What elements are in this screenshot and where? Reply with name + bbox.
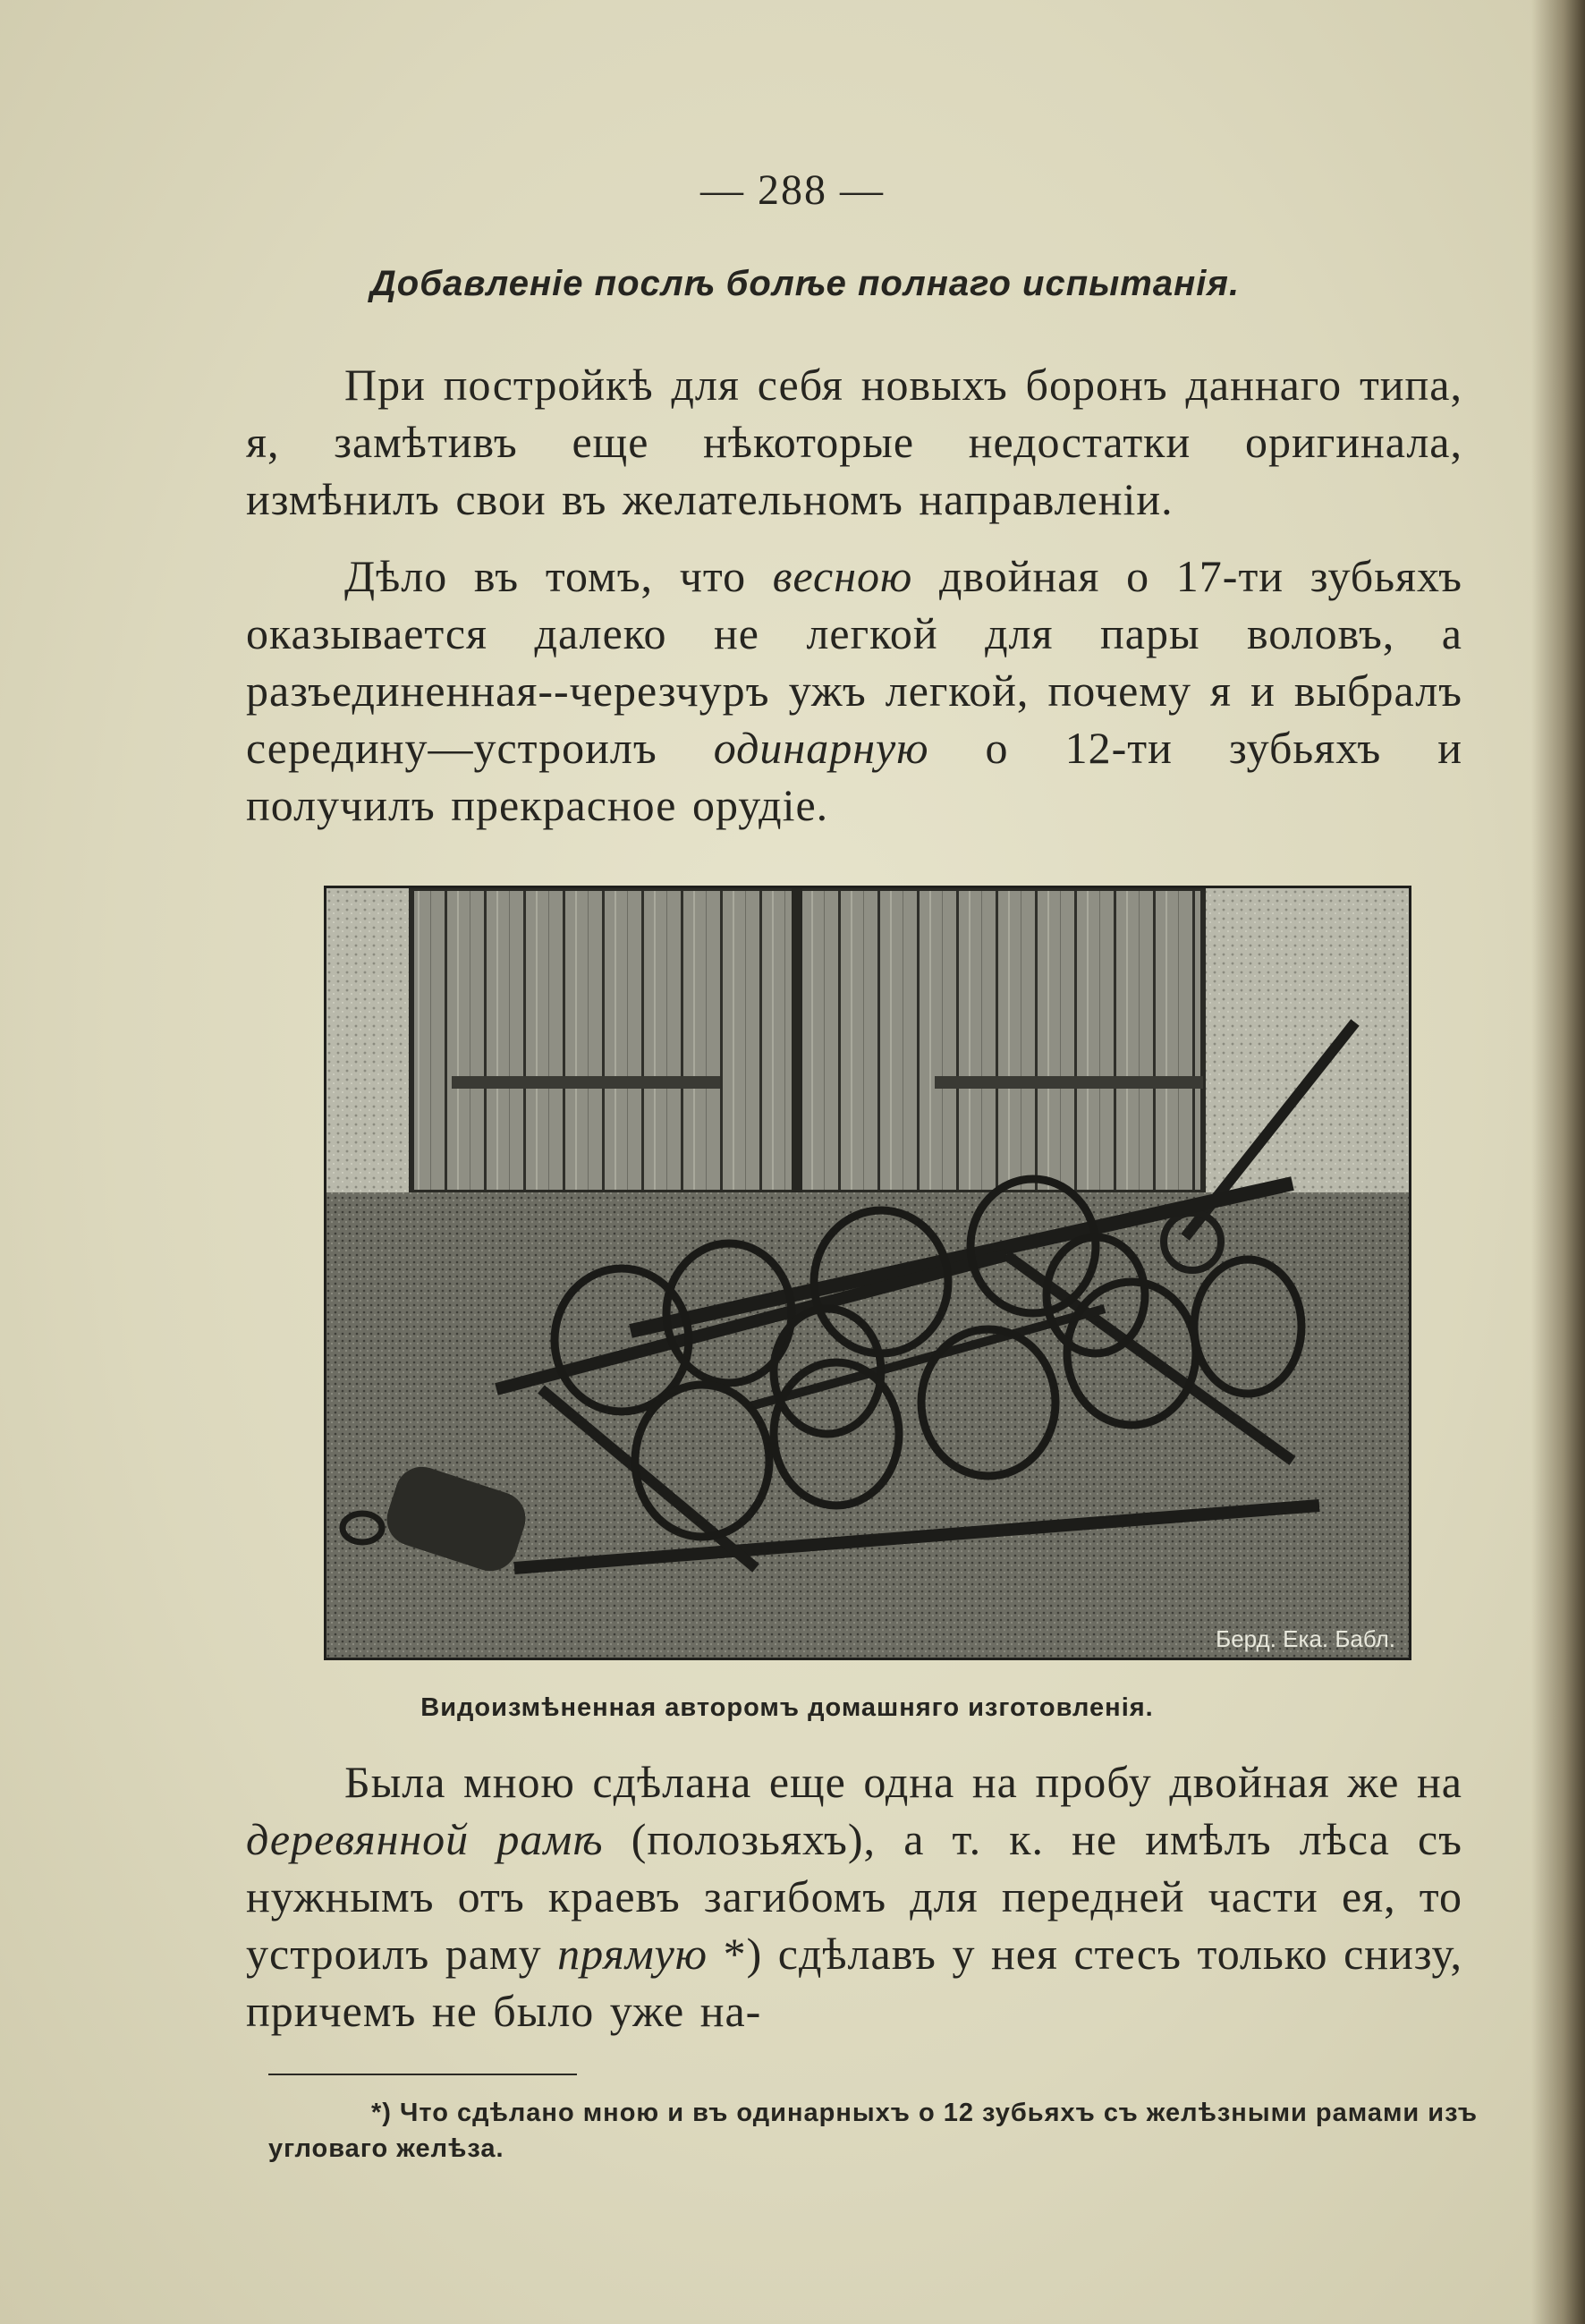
figure-caption: Видоизмѣненная авторомъ домашняго изготовленія.: [420, 1693, 1154, 1722]
paragraph-3-emphasis-b: прямую: [557, 1929, 708, 1979]
paragraph-3-text-b: (полозьяхъ), а т. к. не имѣлъ лѣса съ нужнымъ отъ краевъ загибомъ для передней части ея, то устроилъ раму: [246, 1814, 1462, 1979]
paragraph-3-emphasis-a: деревянной рамѣ: [246, 1814, 604, 1864]
paragraph-3-text-a: Была мною сдѣлана еще одна на пробу двойная же на: [344, 1757, 1462, 1807]
harrow-photo-drawing: [326, 888, 1409, 1658]
paragraph-2-emphasis-b: одинарную: [713, 723, 929, 773]
footnote-rule: [268, 2074, 577, 2075]
paragraph-3: [246, 1753, 1462, 2040]
paragraph-2-emphasis-a: весною: [772, 551, 913, 601]
paragraph-2-text-a: Дѣло въ томъ, что: [344, 551, 773, 601]
paragraph-2-text-c: о 12-ти зубьяхъ и получилъ прекрасное орудіе.: [246, 723, 1463, 830]
paragraph-2-text-b: двойная о 17-ти зубьяхъ оказывается далеко не легкой для пары воловъ, а разъединенная--черезчуръ ужъ легкой, почему я и выбралъ середину—устроилъ: [246, 551, 1462, 773]
section-heading: Добавленіе послѣ болѣе полнаго испытанія.: [369, 264, 1241, 303]
harrow-photo: [324, 886, 1411, 1660]
page-binding-shadow: [1531, 0, 1585, 2324]
paragraph-2: [246, 547, 1462, 834]
paragraph-1: [246, 356, 1462, 528]
page-number: — 288 —: [700, 166, 885, 214]
paragraph-1-text: При постройкѣ для себя новыхъ боронъ даннаго типа, я, замѣтивъ еще нѣкоторые недостатки оригинала, измѣнилъ свои въ желательномъ направленіи.: [246, 360, 1462, 524]
paragraph-3-text-c: *) сдѣлавъ у нея стесъ только снизу, причемъ не было уже на-: [246, 1929, 1462, 2036]
footnote-text: *) Что сдѣлано мною и въ одинарныхъ о 12 зубьяхъ съ желѣзными рамами изъ угловаго желѣза.: [268, 2099, 1478, 2163]
footnote: [268, 2095, 1494, 2167]
photo-watermark: Берд. Ека. Бабл.: [1216, 1625, 1395, 1652]
